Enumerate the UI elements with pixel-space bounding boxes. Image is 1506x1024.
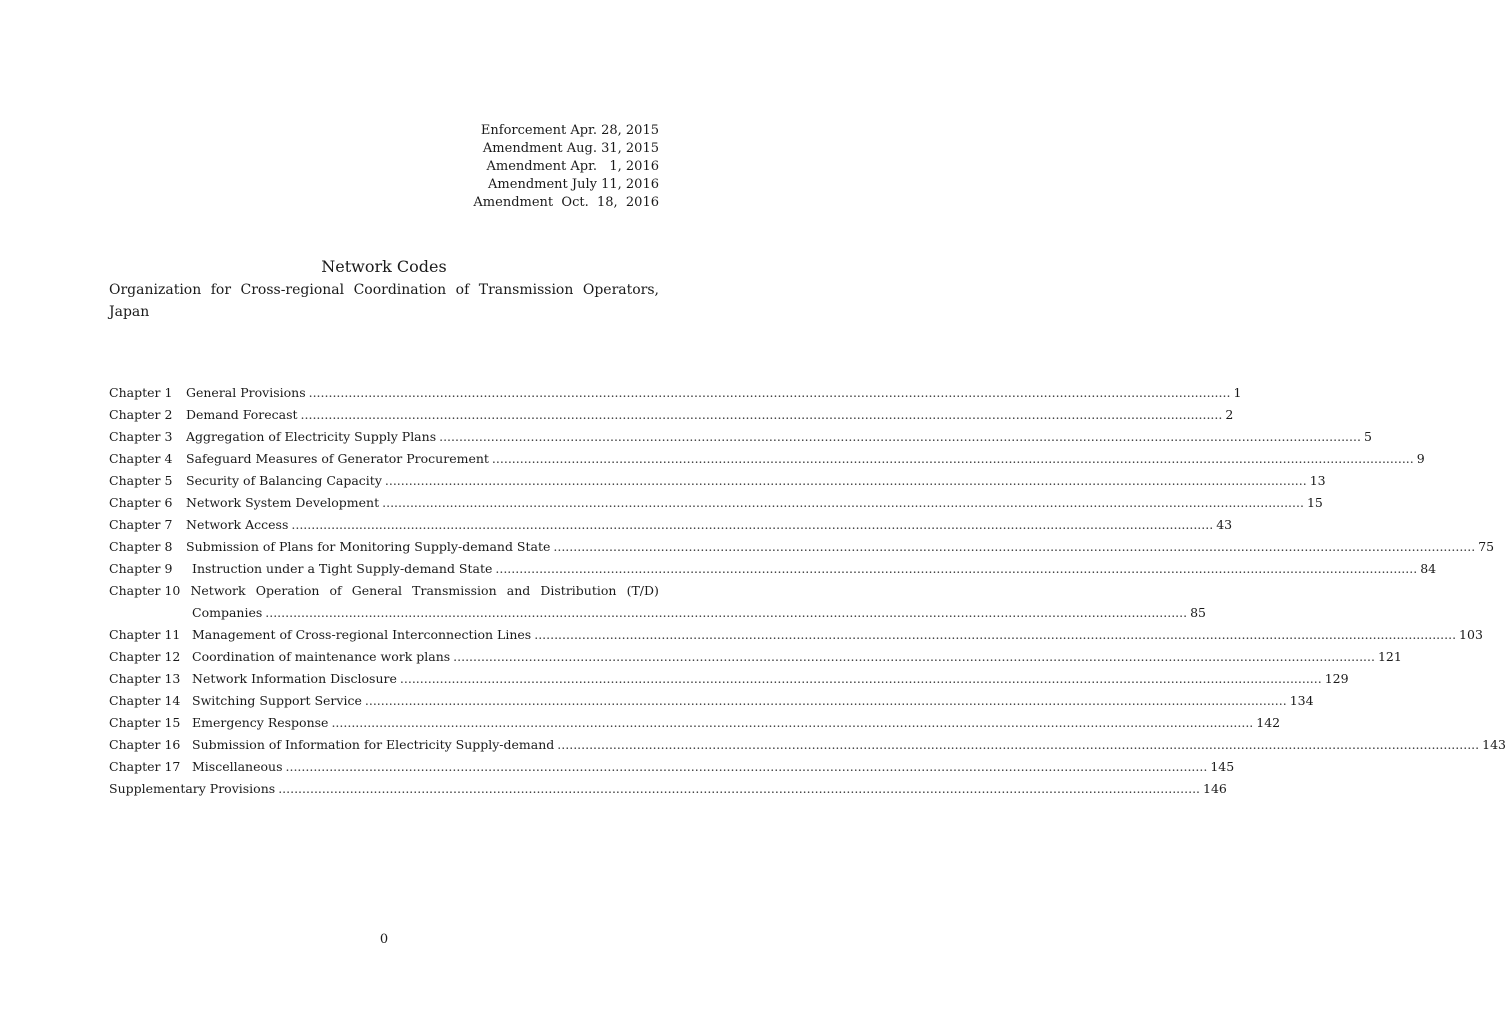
toc-chapter-label: Chapter 16 — [109, 737, 181, 752]
toc-leader — [265, 602, 1187, 624]
toc-leader — [278, 778, 1200, 800]
toc-leader — [400, 668, 1322, 690]
toc-leader — [291, 514, 1213, 536]
toc-leader — [385, 470, 1307, 492]
toc-leader — [286, 756, 1208, 778]
toc-leader — [439, 426, 1361, 448]
toc-title-word: Network — [190, 583, 246, 598]
toc-chapter-label: Chapter 11 — [109, 627, 181, 642]
history-line: Enforcement Apr. 28, 2015 — [480, 123, 659, 138]
toc-page: 85 — [1190, 605, 1206, 620]
amendment-history — [473, 122, 659, 212]
toc-chapter-label: Chapter 9 — [109, 561, 173, 576]
toc-title-word: Operation — [255, 583, 320, 598]
toc-entry[interactable] — [109, 734, 1506, 756]
toc-entry[interactable] — [109, 404, 1234, 426]
toc-title: Aggregation of Electricity Supply Plans — [186, 429, 437, 444]
toc-title: Demand Forecast — [186, 407, 298, 422]
toc-title: Security of Balancing Capacity — [186, 473, 382, 488]
toc-chapter-label: Chapter 17 — [109, 759, 181, 774]
toc-title: Submission of Plans for Monitoring Supply-demand State — [186, 539, 551, 554]
toc-page: 2 — [1225, 407, 1234, 422]
toc-leader — [492, 448, 1414, 470]
toc-entry[interactable] — [109, 624, 1483, 646]
toc-leader — [495, 558, 1417, 580]
toc-chapter-label: Chapter 2 — [109, 407, 173, 422]
page-number: 0 — [379, 932, 389, 947]
toc-title: Instruction under a Tight Supply-demand State — [192, 561, 493, 576]
toc-title: Miscellaneous — [192, 759, 283, 774]
organization-name: Organization for Cross-regional Coordination of Transmission Operators, Japan — [109, 282, 659, 320]
toc-page: 13 — [1309, 473, 1326, 488]
toc-entry[interactable] — [109, 646, 1402, 668]
toc-page: 142 — [1256, 715, 1281, 730]
toc-leader — [365, 690, 1287, 712]
toc-leader — [309, 382, 1231, 404]
toc-page: 9 — [1416, 451, 1425, 466]
toc-leader — [382, 492, 1304, 514]
toc-title-word: Distribution — [540, 583, 617, 598]
toc-page: 134 — [1289, 693, 1314, 708]
toc-page: 143 — [1482, 737, 1506, 752]
toc-chapter-label: Chapter 8 — [109, 539, 173, 554]
toc-entry[interactable] — [109, 514, 1233, 536]
toc-chapter-label: Chapter 1 — [109, 385, 173, 400]
toc-chapter-label: Chapter 7 — [109, 517, 173, 532]
toc-leader — [553, 536, 1475, 558]
toc-chapter-label: Chapter 3 — [109, 429, 173, 444]
toc-leader — [301, 404, 1223, 426]
toc-title-word: Transmission — [412, 583, 497, 598]
toc-page: 146 — [1203, 781, 1227, 796]
history-line: Amendment Aug. 31, 2015 — [482, 141, 659, 156]
toc-entry[interactable] — [109, 778, 1227, 800]
document-title: Network Codes — [321, 257, 447, 276]
toc-leader — [534, 624, 1456, 646]
table-of-contents — [109, 382, 1506, 800]
toc-chapter-label: Chapter 15 — [109, 715, 181, 730]
toc-title: Management of Cross-regional Interconnection Lines — [192, 627, 532, 642]
toc-page: 129 — [1324, 671, 1349, 686]
history-line: Amendment Oct. 18, 2016 — [473, 195, 659, 210]
toc-page: 121 — [1377, 649, 1402, 664]
toc-title: Network System Development — [186, 495, 380, 510]
toc-chapter-label: Chapter 10 — [109, 583, 181, 598]
toc-chapter-label: Chapter 6 — [109, 495, 173, 510]
toc-entry[interactable] — [109, 470, 1326, 492]
toc-entry[interactable] — [109, 712, 1281, 734]
toc-title: Safeguard Measures of Generator Procurement — [186, 451, 489, 466]
toc-title-word: (T/D) — [626, 583, 659, 598]
toc-chapter-label: Chapter 4 — [109, 451, 173, 466]
toc-title: Coordination of maintenance work plans — [192, 649, 451, 664]
toc-leader — [453, 646, 1375, 668]
toc-page: 145 — [1210, 759, 1235, 774]
toc-entry[interactable] — [109, 558, 1437, 580]
history-line: Amendment July 11, 2016 — [488, 177, 659, 192]
toc-title: General Provisions — [186, 385, 306, 400]
toc-entry-line1[interactable] — [109, 580, 659, 602]
toc-title-word: General — [351, 583, 403, 598]
toc-entry[interactable] — [109, 448, 1425, 470]
history-line: Amendment Apr. 1, 2016 — [486, 159, 659, 174]
toc-leader — [331, 712, 1253, 734]
toc-entry[interactable] — [109, 492, 1323, 514]
toc-title: Companies — [192, 605, 263, 620]
toc-leader — [557, 734, 1479, 756]
toc-page: 84 — [1420, 561, 1437, 576]
toc-page: 1 — [1233, 385, 1242, 400]
toc-title: Emergency Response — [192, 715, 329, 730]
toc-chapter-label: Chapter 5 — [109, 473, 173, 488]
toc-page: 103 — [1459, 627, 1483, 642]
toc-chapter-label: Chapter 12 — [109, 649, 181, 664]
toc-chapter-label: Chapter 14 — [109, 693, 181, 708]
toc-entry[interactable] — [109, 382, 1242, 404]
toc-page: 75 — [1478, 539, 1495, 554]
toc-title: Supplementary Provisions — [109, 781, 276, 796]
toc-entry[interactable] — [109, 426, 1372, 448]
toc-title: Submission of Information for Electricity Supply-demand — [192, 737, 555, 752]
toc-title: Network Information Disclosure — [192, 671, 397, 686]
toc-entry-line2[interactable] — [109, 602, 1206, 624]
toc-entry[interactable] — [109, 536, 1495, 558]
toc-page: 15 — [1306, 495, 1323, 510]
toc-page: 5 — [1363, 429, 1372, 444]
toc-title: Switching Support Service — [192, 693, 362, 708]
toc-chapter-label: Chapter 13 — [109, 671, 181, 686]
toc-entry[interactable] — [109, 756, 1235, 778]
toc-entry[interactable] — [109, 668, 1349, 690]
toc-entry[interactable] — [109, 690, 1314, 712]
toc-title: Network Access — [186, 517, 289, 532]
toc-page: 43 — [1216, 517, 1233, 532]
toc-title-word: of — [329, 583, 342, 598]
toc-title-word: and — [506, 583, 531, 598]
